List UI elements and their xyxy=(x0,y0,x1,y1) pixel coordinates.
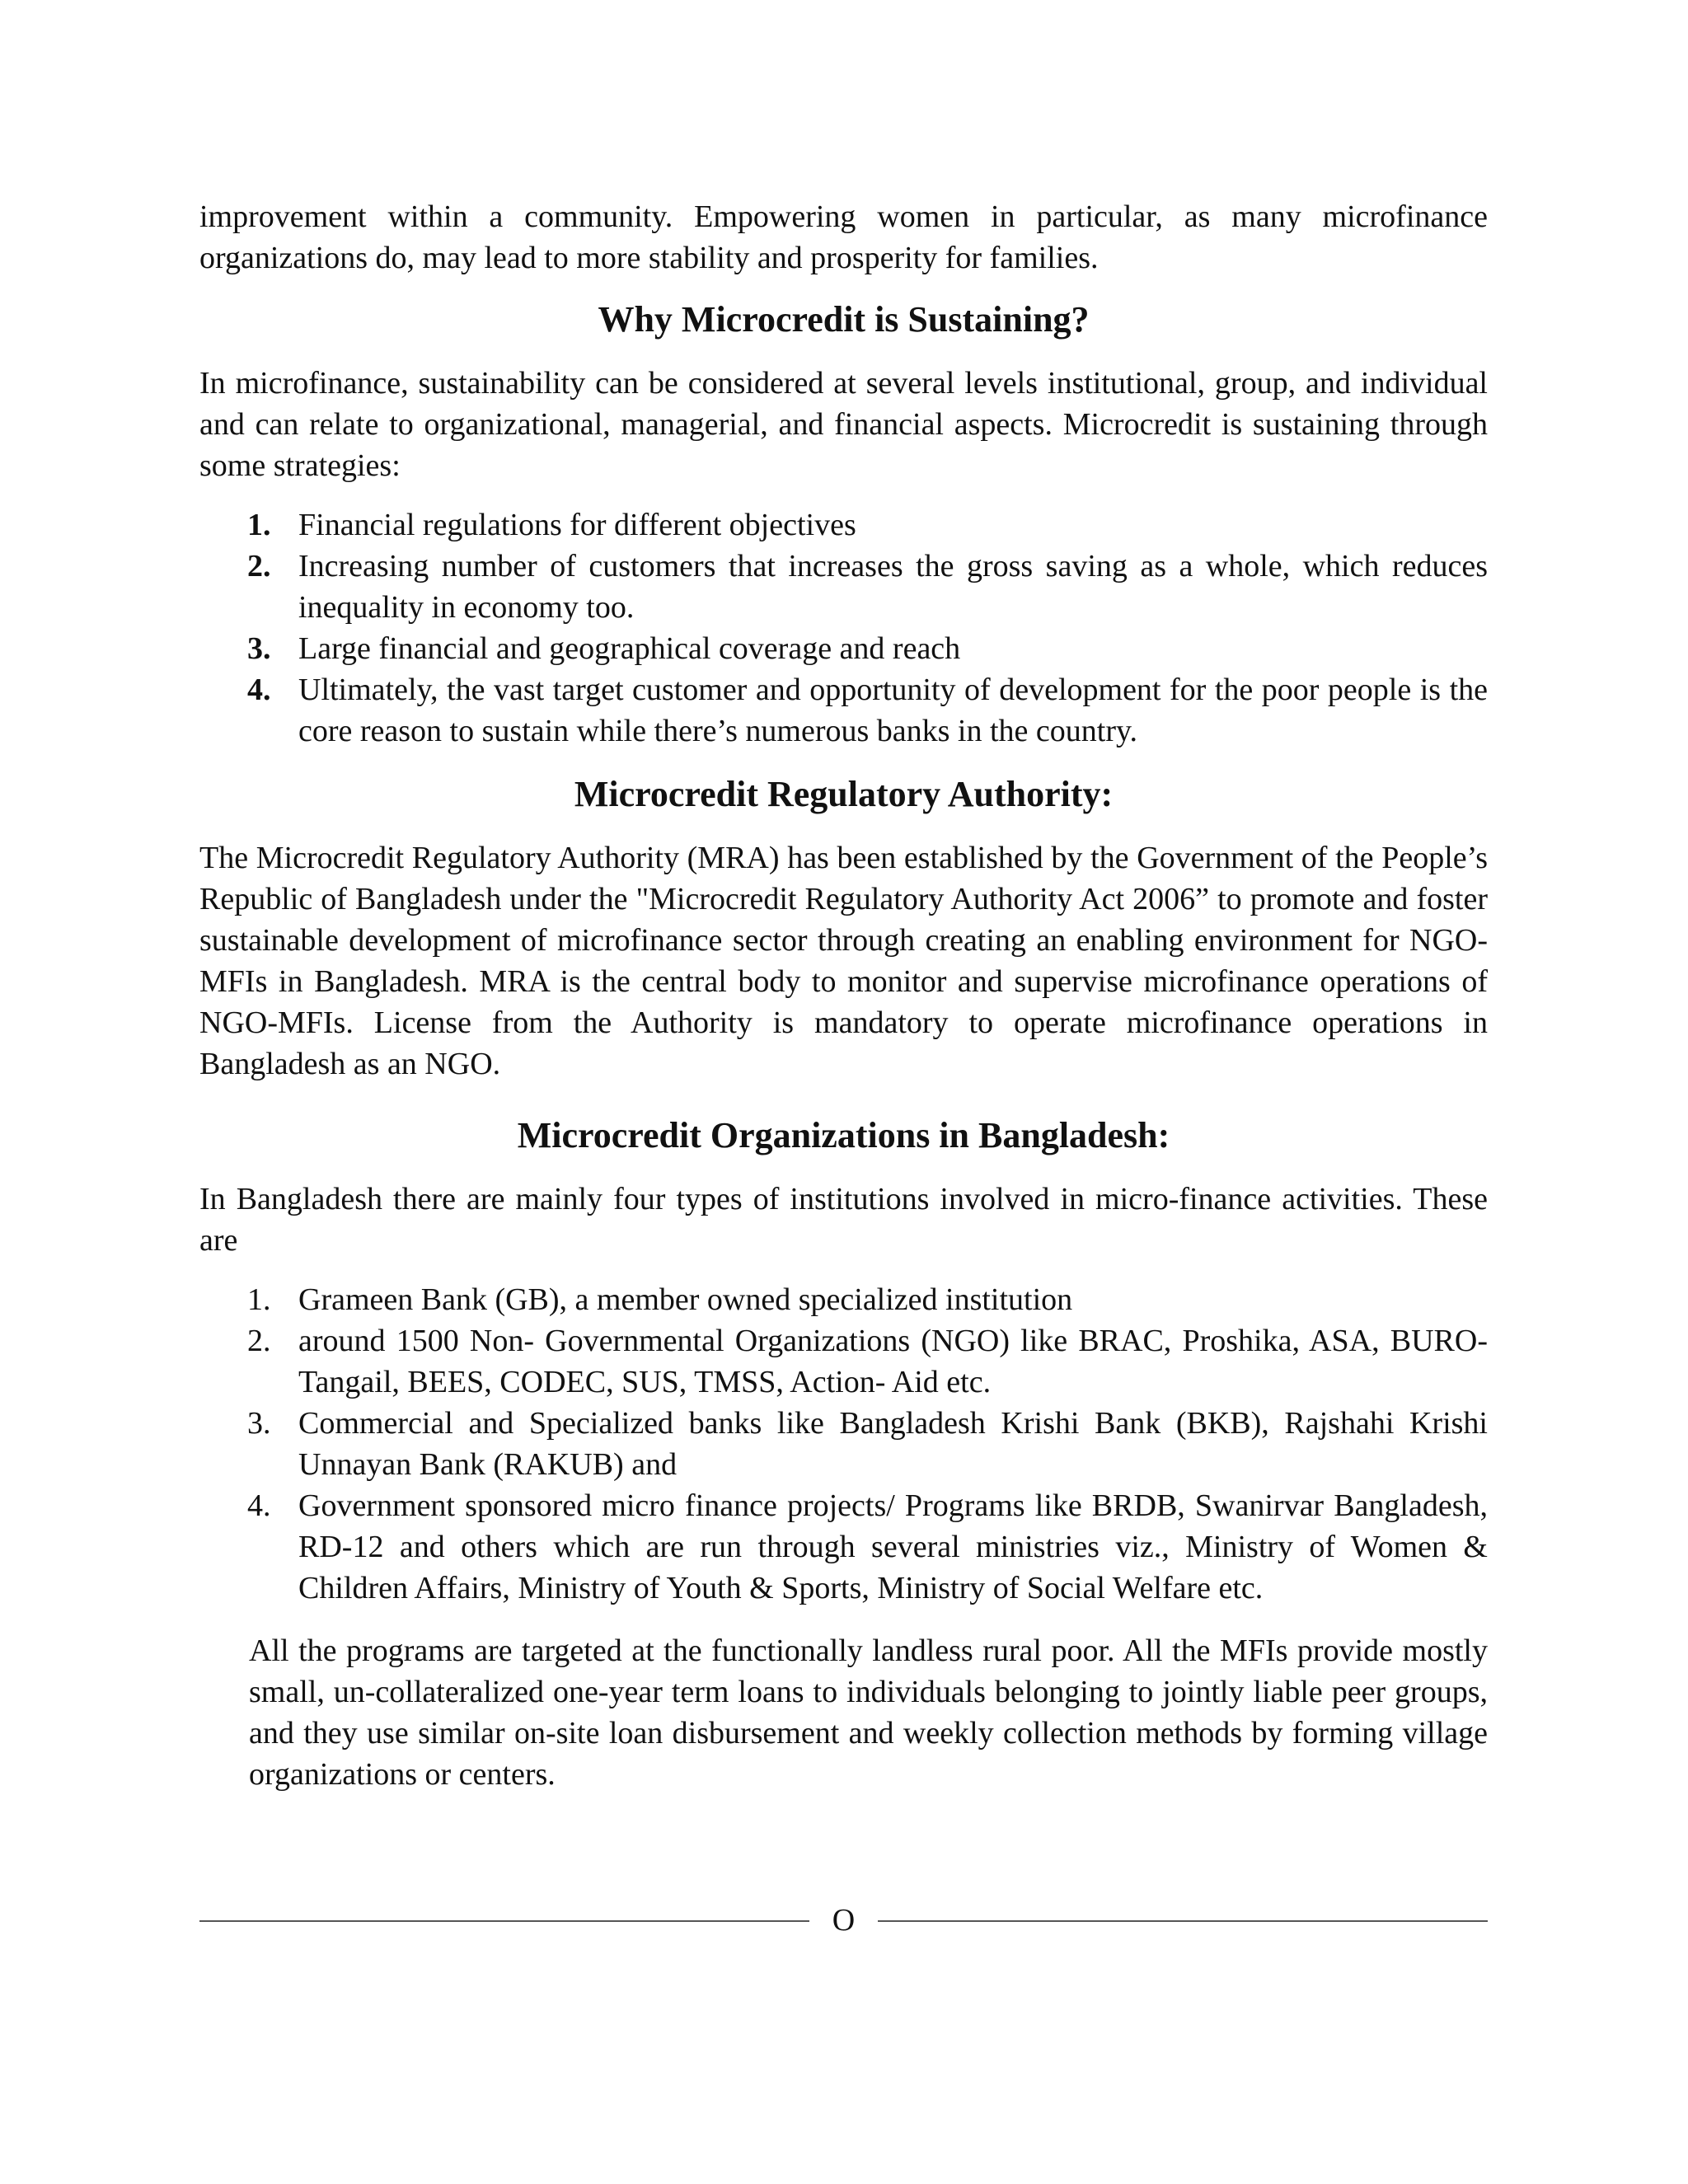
divider-line-left xyxy=(199,1920,809,1922)
list-item-number: 3. xyxy=(247,631,271,666)
list-item xyxy=(199,628,1488,669)
list-item xyxy=(199,1320,1488,1403)
list-item-number: 3. xyxy=(247,1406,271,1441)
list-item xyxy=(199,1279,1488,1320)
intro-paragraph: improvement within a community. Empowering women in particular, as many microfinance organizations do, may lead to more stability and prosperity for families. xyxy=(199,199,1488,275)
sustaining-paragraph: In microfinance, sustainability can be considered at several levels institutional, group, and individual and can relate to organizational, managerial, and financial aspects. Microcredit is sustaining through some strategies: xyxy=(199,366,1488,483)
list-item-text: Commercial and Specialized banks like Bangladesh Krishi Bank (BKB), Rajshahi Krishi Unnayan Bank (RAKUB) and xyxy=(298,1406,1488,1482)
divider-ornament: O xyxy=(832,1903,856,1938)
list-item-text: Government sponsored micro finance projects/ Programs like BRDB, Swanirvar Bangladesh, RD-12 and others which are run through several ministries viz., Ministry of Women & Children Affairs, Ministry of Youth & Sports, Ministry of Social Welfare etc. xyxy=(298,1488,1488,1605)
list-item xyxy=(199,504,1488,546)
list-item-number: 4. xyxy=(247,673,271,707)
list-item xyxy=(199,1403,1488,1485)
sustaining-strategies-list xyxy=(199,504,1488,752)
list-item-number: 1. xyxy=(247,1282,271,1317)
list-item xyxy=(199,1485,1488,1609)
heading-organizations: Microcredit Organizations in Bangladesh: xyxy=(517,1115,1170,1155)
list-item xyxy=(199,546,1488,628)
page-content xyxy=(199,196,1488,1795)
list-item xyxy=(199,669,1488,752)
footer-divider xyxy=(199,1896,1488,1945)
list-item-text: Large financial and geographical coverage and reach xyxy=(298,631,961,666)
mra-paragraph: The Microcredit Regulatory Authority (MRA) has been established by the Government of the People’s Republic of Bangladesh under the "Microcredit Regulatory Authority Act 2006” to promote and foster sustainable development of microfinance sector through creating an enabling environment for NGO-MFIs in Bangladesh. MRA is the central body to monitor and supervise microfinance operations of NGO-MFIs. License from the Authority is mandatory to operate microfinance operations in Bangladesh as an NGO. xyxy=(199,841,1488,1081)
list-item-text: around 1500 Non- Governmental Organizations (NGO) like BRAC, Proshika, ASA, BURO-Tangail, BEES, CODEC, SUS, TMSS, Action- Aid etc. xyxy=(298,1324,1488,1399)
heading-why-sustaining: Why Microcredit is Sustaining? xyxy=(598,299,1090,340)
list-item-number: 2. xyxy=(247,1324,271,1358)
organizations-paragraph: In Bangladesh there are mainly four types of institutions involved in micro-finance activities. These are xyxy=(199,1182,1488,1258)
list-item-text: Financial regulations for different objectives xyxy=(298,508,856,542)
divider-line-right xyxy=(878,1920,1488,1922)
list-item-text: Grameen Bank (GB), a member owned specialized institution xyxy=(298,1282,1073,1317)
list-item-number: 4. xyxy=(247,1488,271,1523)
list-item-number: 1. xyxy=(247,508,271,542)
list-item-number: 2. xyxy=(247,549,271,583)
organizations-list xyxy=(199,1279,1488,1609)
programs-paragraph: All the programs are targeted at the functionally landless rural poor. All the MFIs provide mostly small, un-collateralized one-year term loans to individuals belonging to jointly liable peer groups, and they use similar on-site loan disbursement and weekly collection methods by forming village organizations or centers. xyxy=(249,1633,1488,1792)
list-item-text: Ultimately, the vast target customer and opportunity of development for the poor people is the core reason to sustain while there’s numerous banks in the country. xyxy=(298,673,1488,748)
heading-regulatory-authority: Microcredit Regulatory Authority: xyxy=(574,774,1114,814)
list-item-text: Increasing number of customers that increases the gross saving as a whole, which reduces inequality in economy too. xyxy=(298,549,1488,625)
